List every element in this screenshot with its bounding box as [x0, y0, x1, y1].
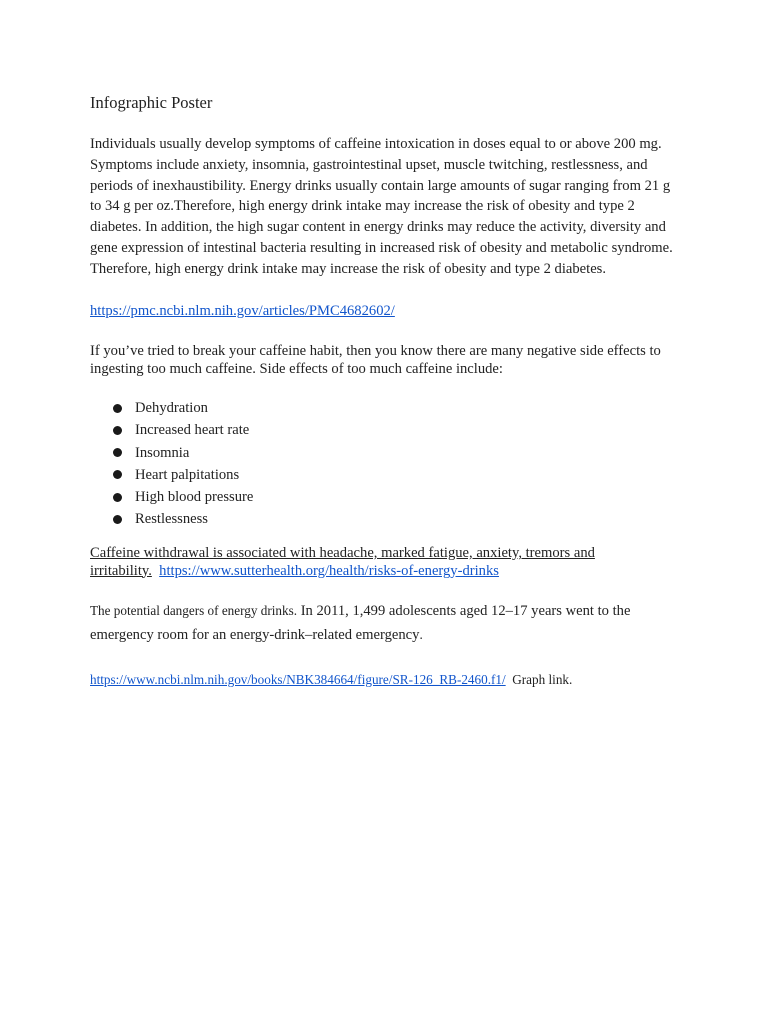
ncbi-graph-link[interactable]: https://www.ncbi.nlm.nih.gov/books/NBK384664/figure/SR-126_RB-2460.f1/ [90, 672, 506, 687]
list-item-label: High blood pressure [135, 489, 254, 506]
graph-link-label: Graph link [512, 672, 570, 687]
bullet-icon [113, 515, 122, 524]
list-item [90, 419, 253, 441]
intro-paragraph: Individuals usually develop symptoms of caffeine intoxication in doses equal to or above 200 mg. Symptoms include anxiety, insomnia, gastrointestinal upset, muscle twitching, restlessness, and periods of inexhaustibility. Energy drinks usually contain large amounts of sugar ranging from 21 g to 34 g per oz.Therefore, high energy drink intake may increase the risk of obesity and type 2 diabetes. In addition, the high sugar content in energy drinks may reduce the activity, diversity and gene expression of intestinal bacteria resulting in increased risk of obesity and metabolic syndrome. Therefore, high energy drink intake may increase the risk of obesity and type 2 diabetes. [90, 136, 673, 277]
graph-link-period: . [569, 672, 573, 687]
list-item [90, 464, 253, 486]
side-effects-paragraph: If you’ve tried to break your caffeine habit, then you know there are many negative side effects to ingesting too much caffeine. Side effects of too much caffeine include: [90, 343, 661, 377]
pmc-article-link[interactable]: https://pmc.ncbi.nlm.nih.gov/articles/PMC4682602/ [90, 303, 395, 319]
list-item-label: Insomnia [135, 444, 190, 461]
list-item [90, 508, 253, 530]
graph-link-line [90, 671, 572, 689]
withdrawal-paragraph [90, 545, 650, 580]
dangers-end-period: . [419, 627, 423, 642]
bullet-icon [113, 470, 122, 479]
bullet-icon [113, 493, 122, 502]
sutterhealth-link[interactable]: https://www.sutterhealth.org/health/risks-of-energy-drinks [159, 562, 499, 579]
list-item [90, 486, 253, 508]
list-item [90, 397, 253, 419]
document-title: Infographic Poster [90, 93, 213, 112]
list-item-label: Increased heart rate [135, 422, 250, 439]
list-item-label: Dehydration [135, 400, 208, 416]
list-item-label: Heart palpitations [135, 466, 240, 483]
bullet-icon [113, 426, 122, 435]
withdrawal-text: Caffeine withdrawal is associated with headache, marked fatigue, anxiety, tremors and irritability. [90, 545, 595, 579]
dangers-body-text: In 2011, 1,499 adolescents aged 12–17 years went to the emergency room for an energy-drink–related emergency [90, 603, 631, 643]
bullet-icon [113, 448, 122, 457]
side-effects-list [90, 397, 253, 531]
list-item-label: Restlessness [135, 511, 208, 528]
dangers-lead-period: . [293, 603, 298, 618]
bullet-icon [113, 404, 122, 413]
dangers-lead-text: The potential dangers of energy drinks [90, 603, 294, 618]
list-item [90, 442, 253, 464]
energy-drink-dangers-paragraph [90, 599, 680, 647]
